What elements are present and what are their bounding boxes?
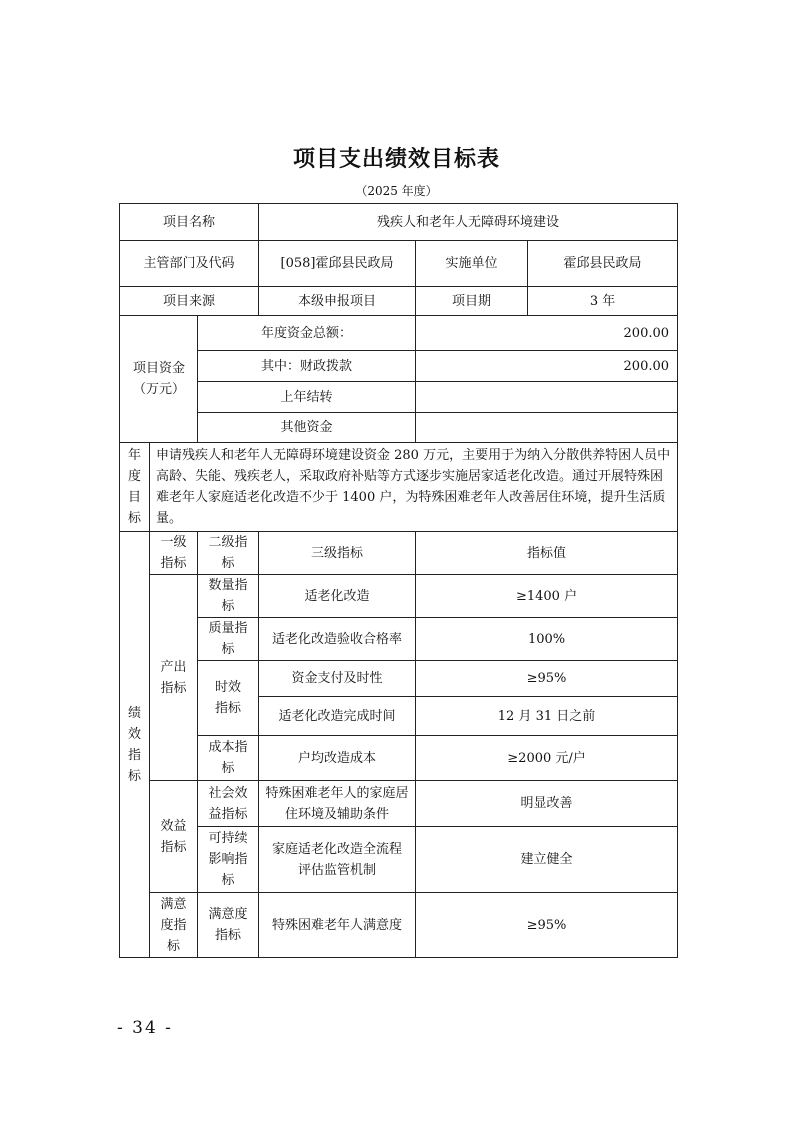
- annual-goal-label-text: 年度目标: [127, 448, 141, 526]
- impl-value: 霍邱县民政局: [528, 241, 678, 287]
- project-name-value: 残疾人和老年人无障碍环境建设: [259, 204, 678, 241]
- row-annual-goal: [120, 443, 678, 532]
- quality-value: 100%: [416, 618, 678, 661]
- row-funds-carry: [120, 382, 678, 413]
- timeliness-value-2: 12 月 31 日之前: [416, 697, 678, 736]
- sustainable-label-text: 可持续影响指标: [208, 831, 248, 888]
- satisfaction-sub-label: [198, 893, 259, 958]
- header-level2: [198, 532, 259, 575]
- project-name-label: 项目名称: [120, 204, 259, 241]
- quality-label-text: 质量指标: [208, 621, 248, 657]
- funds-other-label: 其他资金: [198, 413, 416, 443]
- social-benefit-item: 特殊困难老年人的家庭居住环境及辅助条件: [259, 781, 416, 827]
- row-funds-total: [120, 316, 678, 351]
- funds-label: [120, 316, 198, 443]
- row-timeliness-1: [120, 661, 678, 697]
- satisfaction-value: ≥95%: [416, 893, 678, 958]
- row-source: [120, 287, 678, 316]
- row-cost: [120, 736, 678, 781]
- row-sustainable: [120, 827, 678, 893]
- satisfaction-indicator-label: [150, 893, 198, 958]
- funds-carry-value: [416, 382, 678, 413]
- row-quantity: [120, 575, 678, 618]
- social-benefit-label-text: 社会效益指标: [208, 785, 248, 822]
- cost-value: ≥2000 元/户: [416, 736, 678, 781]
- timeliness-label: [198, 661, 259, 736]
- sustainable-label: [198, 827, 259, 893]
- dept-value: [058]霍邱县民政局: [259, 241, 416, 287]
- output-indicator-label: [150, 575, 198, 781]
- period-label: 项目期: [416, 287, 528, 316]
- funds-other-value: [416, 413, 678, 443]
- cost-item: 户均改造成本: [259, 736, 416, 781]
- performance-table: [119, 203, 677, 954]
- header-level1: [150, 532, 198, 575]
- quantity-item: 适老化改造: [259, 575, 416, 618]
- quantity-label-text: 数量指标: [208, 578, 248, 614]
- sustainable-item-text: 家庭适老化改造全流程评估监管机制: [272, 841, 403, 878]
- quantity-label: [198, 575, 259, 618]
- cost-label-text: 成本指标: [208, 740, 248, 776]
- cost-label: [198, 736, 259, 781]
- benefit-indicator-text: 效益指标: [160, 818, 187, 855]
- header-value: 指标值: [416, 532, 678, 575]
- output-indicator-text: 产出指标: [160, 659, 187, 696]
- funds-carry-label: 上年结转: [198, 382, 416, 413]
- row-department: [120, 241, 678, 287]
- row-funds-fiscal: [120, 351, 678, 382]
- sustainable-value: 建立健全: [416, 827, 678, 893]
- social-benefit-label: [198, 781, 259, 827]
- benefit-indicator-label: [150, 781, 198, 893]
- row-indicator-headers: [120, 532, 678, 575]
- source-value: 本级申报项目: [259, 287, 416, 316]
- quantity-value: ≥1400 户: [416, 575, 678, 618]
- annual-goal-text: 申请残疾人和老年人无障碍环境建设资金 280 万元，主要用于为纳入分散供养特困人员中高龄、失能、残疾老人，采取政府补贴等方式逐步实施居家适老化改造。通过开展特殊困难老年人家庭适老化改造不少于 1400 户，为特殊困难老年人改善居住环境，提升生活质量。: [150, 443, 678, 532]
- row-funds-other: [120, 413, 678, 443]
- impl-label: 实施单位: [416, 241, 528, 287]
- header-level2-text: 二级指标: [208, 535, 248, 571]
- performance-label-text: 绩效指标: [127, 705, 141, 784]
- quality-label: [198, 618, 259, 661]
- row-satisfaction: [120, 893, 678, 958]
- sustainable-item: [259, 827, 416, 893]
- header-level1-text: 一级指标: [160, 535, 187, 571]
- satisfaction-indicator-text: 满意度指标: [160, 896, 187, 954]
- social-benefit-value: 明显改善: [416, 781, 678, 827]
- satisfaction-item: 特殊困难老年人满意度: [259, 893, 416, 958]
- page-number: - 34 -: [117, 1018, 173, 1038]
- header-level3: 三级指标: [259, 532, 416, 575]
- dept-label: 主管部门及代码: [120, 241, 259, 287]
- funds-total-label: 年度资金总额：: [198, 316, 416, 351]
- funds-total-value: 200.00: [416, 316, 678, 351]
- funds-fiscal-label: 其中：财政拨款: [198, 351, 416, 382]
- timeliness-item-1: 资金支付及时性: [259, 661, 416, 697]
- timeliness-item-2: 适老化改造完成时间: [259, 697, 416, 736]
- source-label: 项目来源: [120, 287, 259, 316]
- page-subtitle: （2025 年度）: [355, 184, 438, 198]
- period-value: 3 年: [528, 287, 678, 316]
- page-title: 项目支出绩效目标表: [292, 147, 500, 172]
- quality-item: 适老化改造验收合格率: [259, 618, 416, 661]
- performance-label: [120, 532, 150, 958]
- annual-goal-label: [120, 443, 150, 532]
- funds-label-text: 项目资金（万元）: [132, 361, 185, 397]
- timeliness-value-1: ≥95%: [416, 661, 678, 697]
- row-project-name: [120, 204, 678, 241]
- row-quality: [120, 618, 678, 661]
- funds-fiscal-value: 200.00: [416, 351, 678, 382]
- satisfaction-sub-label-text: 满意度指标: [208, 907, 248, 943]
- timeliness-label-text: 时效指标: [215, 680, 242, 716]
- row-social-benefit: [120, 781, 678, 827]
